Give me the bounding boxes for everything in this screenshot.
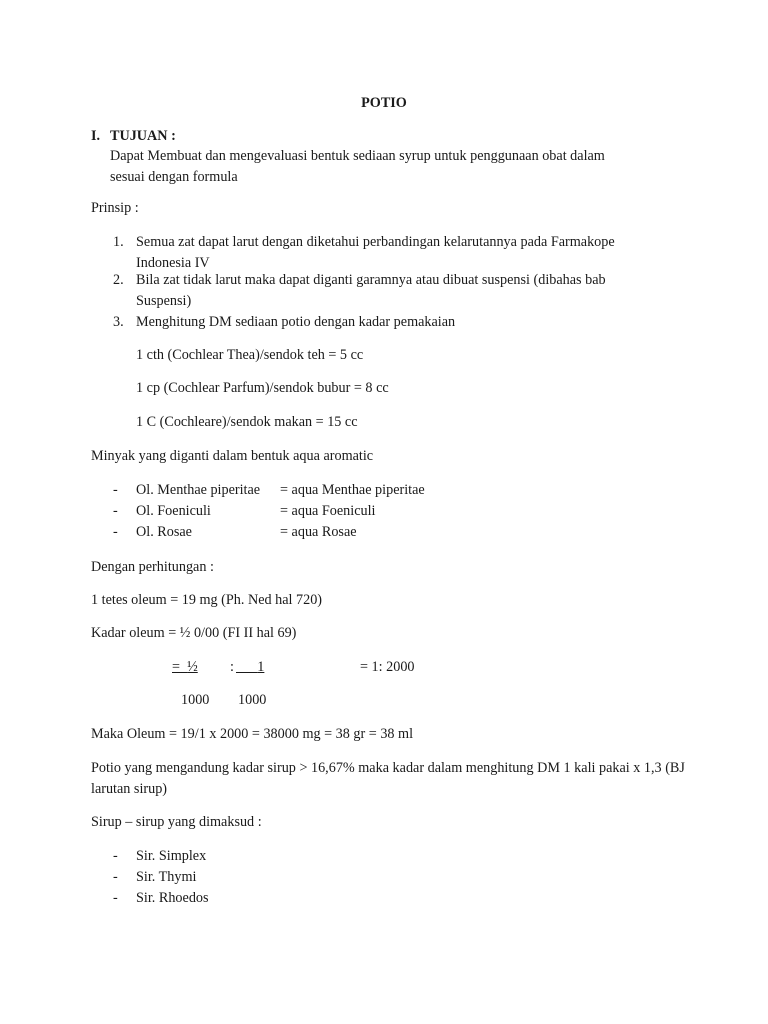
minyak-intro: Minyak yang diganti dalam bentuk aqua aromatic [91,448,374,464]
list-item: Ol. Foeniculi [136,503,211,519]
perhitungan-intro: Dengan perhitungan : [91,559,214,575]
list-item-equivalent: = aqua Menthae piperitae [280,482,425,498]
prinsip-label: Prinsip : [91,200,139,216]
list-item-number: 2. [113,272,124,288]
tetes-line: 1 tetes oleum = 19 mg (Ph. Ned hal 720) [91,592,323,608]
unit-line: 1 cp (Cochlear Parfum)/sendok bubur = 8 cc [136,380,389,396]
list-item: Ol. Rosae [136,524,192,540]
fraction-colon: : [230,659,234,675]
list-item-equivalent: = aqua Foeniculi [280,503,376,519]
section-heading: TUJUAN : [110,128,176,144]
fraction-result: = 1: 2000 [360,659,415,675]
page-title: POTIO [361,95,407,111]
eq-sign: = [172,659,181,675]
list-item-equivalent: = aqua Rosae [280,524,357,540]
list-item: Sir. Rhoedos [136,890,209,906]
unit-line: 1 cth (Cochlear Thea)/sendok teh = 5 cc [136,347,364,363]
list-item: Sir. Thymi [136,869,197,885]
list-dash: - [113,503,118,519]
list-item: Bila zat tidak larut maka dapat diganti garamnya atau dibuat suspensi (dibahas bab Suspensi) [136,272,606,309]
list-dash: - [113,890,118,906]
sirup-intro: Sirup – sirup yang dimaksud : [91,814,262,830]
unit-line: 1 C (Cochleare)/sendok makan = 15 cc [136,414,358,430]
kadar-line: Kadar oleum = ½ 0/00 (FI II hal 69) [91,625,297,641]
numerator-1: ½ [187,659,198,675]
section-number: I. [91,128,101,144]
section-body: Dapat Membuat dan mengevaluasi bentuk sediaan syrup untuk penggunaan obat dalam sesuai dengan formula [110,148,605,185]
fraction-eq-sign [172,657,204,678]
list-item: Semua zat dapat larut dengan diketahui perbandingan kelarutannya pada Farmakope Indonesia IV [136,234,615,271]
numerator-2-wrap [236,657,264,678]
denominator-2: 1000 [238,692,267,708]
list-dash: - [113,869,118,885]
list-item-number: 3. [113,314,124,330]
list-dash: - [113,848,118,864]
list-item: Menghitung DM sediaan potio dengan kadar pemakaian [136,314,456,330]
list-dash: - [113,482,118,498]
numerator-2: 1 [257,659,265,675]
maka-line: Maka Oleum = 19/1 x 2000 = 38000 mg = 38 gr = 38 ml [91,726,414,742]
denominator-1: 1000 [181,692,210,708]
list-dash: - [113,524,118,540]
potio-note: Potio yang mengandung kadar sirup > 16,67% maka kadar dalam menghitung DM 1 kali pakai x 1,3 (BJ larutan sirup) [91,760,685,797]
list-item: Ol. Menthae piperitae [136,482,261,498]
list-item: Sir. Simplex [136,848,207,864]
list-item-number: 1. [113,234,124,250]
